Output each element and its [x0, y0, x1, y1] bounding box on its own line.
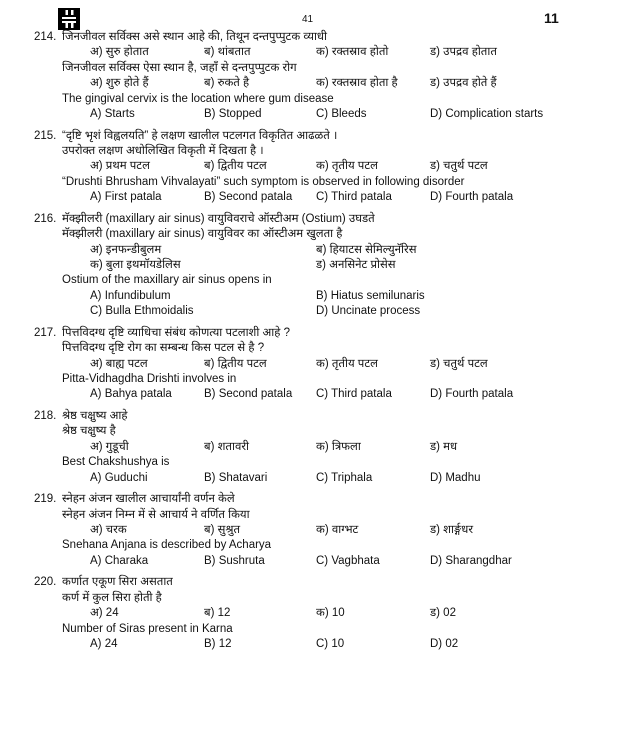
option-b: ब) सुश्रुत [204, 523, 241, 536]
question-text-marathi: मॅक्झीलरी (maxillary air sinus) वायुविवराचे ऑस्टीअम (Ostium) उघडते [62, 212, 375, 225]
marathi-options [62, 45, 562, 60]
option-c: क) त्रिफला [316, 440, 361, 453]
question-text-hindi: पित्तविदग्ध दृष्टि रोग का सम्बन्ध किस पटल से है ? [62, 342, 265, 355]
marathi-options [62, 357, 562, 372]
question-218 [34, 409, 562, 486]
marathi-options-row-2 [62, 258, 562, 273]
question-text-marathi: “दृष्टि भृशं विह्वलयति” हे लक्षण खालील पटलगत विकृतित आढळते । [62, 129, 338, 142]
option-d: ड) शार्ङ्गधर [430, 523, 474, 536]
question-214 [34, 30, 562, 122]
option-a: A) Infundibulum [90, 289, 171, 302]
question-number: 214. [34, 31, 57, 43]
question-number: 220. [34, 576, 57, 589]
question-text-marathi: कर्णात एकूण सिरा असतात [62, 576, 173, 589]
english-options [62, 107, 562, 122]
option-a: A) 24 [90, 637, 118, 650]
question-text-english: Ostium of the maxillary air sinus opens in [62, 274, 272, 287]
option-c: C) Bulla Ethmoidalis [90, 305, 194, 318]
question-217 [34, 326, 562, 403]
marathi-options [62, 159, 562, 174]
option-a: अ) शुरु होते हैं [90, 77, 149, 90]
option-d: D) Madhu [430, 471, 481, 484]
marathi-options [62, 523, 562, 538]
option-c: क) रक्तस्राव होतो [316, 46, 389, 59]
option-c: C) 10 [316, 637, 345, 650]
option-b: ब) हियाटस सेमिल्युनॅरिस [316, 243, 417, 256]
english-options-row-1 [62, 289, 562, 304]
option-a: अ) बाह्य पटल [90, 357, 148, 370]
option-c: क) तृतीय पटल [316, 357, 378, 370]
option-a: A) Charaka [90, 554, 149, 567]
question-text-english: The gingival cervix is the location where gum disease [62, 92, 334, 105]
marathi-options [62, 440, 562, 455]
option-d: D) Complication starts [430, 108, 544, 120]
option-b: B) Second patala [204, 191, 293, 204]
option-d: ड) उपद्रव होते हैं [430, 77, 497, 90]
option-c: C) Third patala [316, 388, 392, 401]
option-d: D) Fourth patala [430, 191, 514, 204]
question-text-english: Number of Siras present in Karna [62, 622, 233, 635]
option-b: B) Second patala [204, 388, 293, 401]
option-c: C) Triphala [316, 471, 373, 484]
option-b: B) Stopped [204, 108, 262, 120]
option-b: B) 12 [204, 637, 232, 650]
option-d: ड) 02 [430, 607, 456, 620]
option-a: A) Guduchi [90, 471, 148, 484]
marathi-options [62, 606, 562, 621]
question-text-hindi: स्नेहन अंजन निम्न में से आचार्य ने वर्णित किया [62, 508, 250, 521]
option-c: क) 10 [316, 607, 345, 620]
option-a: A) First patala [90, 191, 162, 204]
option-a: अ) गुडूची [90, 440, 129, 453]
english-options [62, 637, 562, 652]
question-list [34, 30, 562, 652]
option-c: क) वाग्भट [316, 523, 359, 536]
option-c: C) Third patala [316, 191, 392, 204]
option-c: C) Vagbhata [316, 554, 380, 567]
option-a: A) Starts [90, 108, 135, 120]
option-a: अ) 24 [90, 607, 119, 620]
question-text-marathi: पित्तविदग्ध दृष्टि व्याधिचा संबंध कोणत्या पटलाशी आहे ? [62, 326, 290, 339]
question-215 [34, 129, 562, 206]
question-216 [34, 212, 562, 320]
option-d: ड) उपद्रव होतात [430, 46, 497, 59]
english-options [62, 387, 562, 402]
hindi-options [62, 76, 562, 91]
option-b: ब) थांबतात [204, 46, 251, 59]
option-c: C) Bleeds [316, 108, 367, 120]
question-number: 218. [34, 409, 57, 422]
english-options [62, 471, 562, 486]
option-b: ब) रुकते है [204, 77, 250, 90]
question-text-hindi: श्रेष्ठ चक्षुष्य है [62, 425, 116, 438]
question-text-hindi: जिनजीवल सर्विक्स ऐसा स्थान है, जहाँ से दन्तपुप्पुटक रोग [62, 61, 297, 74]
question-text-english: Best Chakshushya is [62, 456, 170, 469]
qr-code-icon [58, 8, 80, 30]
option-a: अ) इनफन्डीबुलम [90, 243, 162, 256]
option-d: ड) मध [430, 440, 458, 453]
question-number: 216. [34, 212, 57, 225]
sheet-number: 11 [544, 10, 559, 26]
option-b: ब) द्वितीय पटल [204, 357, 267, 370]
option-a: अ) चरक [90, 523, 127, 536]
option-d: D) Sharangdhar [430, 554, 512, 567]
question-text-marathi: जिनजीवल सर्विक्स असे स्थान आहे की, तिथून दन्तपुप्पुटक व्याधी [62, 31, 327, 43]
option-d: D) Fourth patala [430, 388, 514, 401]
page-number: 41 [302, 14, 314, 25]
question-219 [34, 492, 562, 569]
option-b: B) Shatavari [204, 471, 268, 484]
option-b: ब) द्वितीय पटल [204, 160, 267, 173]
option-d: ड) चतुर्थ पटल [430, 160, 488, 173]
option-d: ड) अनसिनेट प्रोसेस [316, 258, 396, 271]
option-b: ब) शतावरी [204, 440, 250, 453]
option-a: अ) सुरु होतात [90, 46, 149, 59]
option-a: A) Bahya patala [90, 388, 172, 401]
option-a: अ) प्रथम पटल [90, 160, 150, 173]
option-d: D) Uncinate process [316, 305, 421, 318]
option-c: क) रक्तस्राव होता है [316, 77, 398, 90]
question-text-marathi: श्रेष्ठ चक्षुष्य आहे [62, 409, 128, 422]
english-options-row-2 [62, 304, 562, 319]
question-text-english: “Drushti Bhrusham Vihvalayati” such symptom is observed in following disorder [62, 175, 465, 188]
question-number: 219. [34, 493, 57, 506]
question-220 [34, 575, 562, 652]
question-text-english: Pitta-Vidhagdha Drishti involves in [62, 372, 237, 385]
option-b: ब) 12 [204, 607, 231, 620]
english-options [62, 190, 562, 205]
question-text-hindi: कर्ण में कुल सिरा होती है [62, 591, 162, 604]
option-c: क) तृतीय पटल [316, 160, 378, 173]
question-text-hindi: मॅक्झीलरी (maxillary air sinus) वायुविवर का ऑस्टीअम खुलता है [62, 228, 343, 241]
question-number: 217. [34, 326, 57, 339]
marathi-options-row-1 [62, 243, 562, 258]
question-text-hindi: उपरोक्त लक्षण अधोलिखित विकृती में दिखता है । [62, 144, 264, 157]
option-b: B) Hiatus semilunaris [316, 289, 425, 302]
question-text-english: Snehana Anjana is described by Acharya [62, 539, 272, 552]
option-d: ड) चतुर्थ पटल [430, 357, 488, 370]
question-text-marathi: स्नेहन अंजन खालील आचार्यांनी वर्णन केले [62, 493, 235, 506]
option-c: क) बुला इथमॉयडेलिस [90, 258, 181, 271]
question-number: 215. [34, 129, 57, 142]
option-d: D) 02 [430, 637, 459, 650]
option-b: B) Sushruta [204, 554, 265, 567]
english-options [62, 554, 562, 569]
